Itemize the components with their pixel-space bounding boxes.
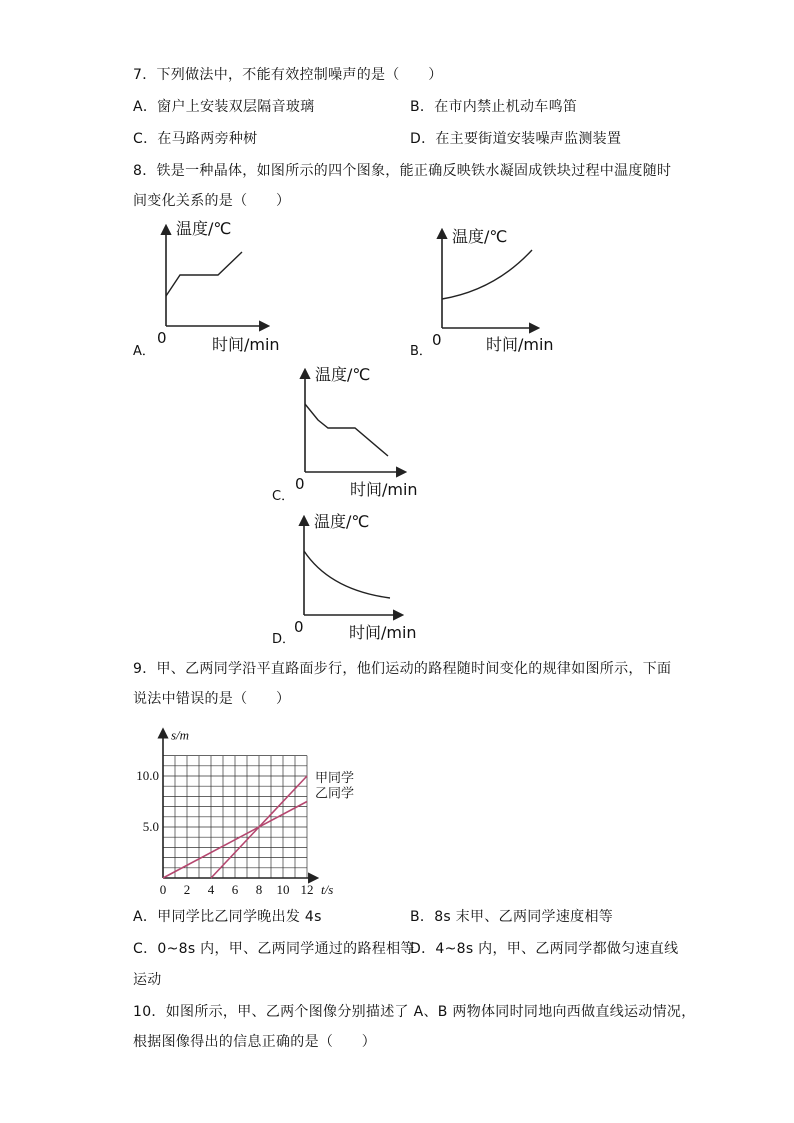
q9-x-tick-label: 6 [231, 882, 239, 897]
q9-x-tick-label: 4 [207, 882, 215, 897]
q9-x-tick-label: 12 [300, 882, 314, 897]
q9-option-d-cont: 运动 [133, 972, 162, 988]
q10-stem-line2: 根据图像得出的信息正确的是（ ） [133, 1034, 377, 1050]
q9-stem-line2: 说法中错误的是（ ） [133, 691, 291, 707]
q8-graph-c-origin: 0 [295, 475, 305, 493]
q9-option-b: B．8s 末甲、乙两同学速度相等 [410, 909, 614, 925]
q8-graph-a-ylabel: 温度/℃ [176, 219, 232, 238]
q8-graph-b-origin: 0 [432, 331, 442, 349]
q7-option-c: C．在马路两旁种树 [133, 131, 258, 147]
q9-stem-line1: 9．甲、乙两同学沿平直路面步行，他们运动的路程随时间变化的规律如图所示，下面 [133, 661, 672, 677]
q9-y-tick-label: 10.0 [136, 768, 159, 783]
q8-graph-c-ylabel: 温度/℃ [315, 365, 371, 384]
q9-x-tick-label: 0 [159, 882, 167, 897]
q9-x-tick-label: 2 [183, 882, 191, 897]
q9-axes [163, 727, 317, 878]
q9-option-a: A．甲同学比乙同学晚出发 4s [133, 909, 322, 925]
q9-option-c: C．0~8s 内，甲、乙两同学通过的路程相等 [133, 941, 415, 957]
q9-series-label-1: 甲同学 [315, 771, 355, 786]
q8-graph-b-ylabel: 温度/℃ [452, 227, 508, 246]
q9-option-d: D．4~8s 内，甲、乙两同学都做匀速直线 [410, 941, 679, 957]
q9-x-tick-label: 10 [276, 882, 290, 897]
q10-stem-line1: 10．如图所示，甲、乙两个图像分别描述了 A、B 两物体同时同地向西做直线运动情况， [133, 1004, 696, 1020]
q8-stem-line2: 间变化关系的是（ ） [133, 193, 291, 209]
q9-y-axis-label: s/m [171, 727, 190, 743]
q8-option-c-label: C． [272, 489, 295, 504]
q8-graph-a-xlabel: 时间/min [212, 335, 280, 354]
q8-graph-a-origin: 0 [157, 329, 167, 347]
q8-option-d-label: D． [272, 632, 296, 647]
q9-x-tick-label: 8 [255, 882, 263, 897]
q7-option-b: B．在市内禁止机动车鸣笛 [410, 99, 578, 115]
q9-labels [136, 728, 354, 897]
q8-graph-c-xlabel: 时间/min [350, 480, 418, 499]
q8-stem-line1: 8．铁是一种晶体，如图所示的四个图象，能正确反映铁水凝固成铁块过程中温度随时 [133, 163, 672, 179]
q8-option-b-label: B． [410, 344, 432, 359]
q8-graph-d-ylabel: 温度/℃ [314, 512, 370, 531]
q9-y-tick-label: 5.0 [142, 819, 159, 834]
q7-option-a: A．窗户上安装双层隔音玻璃 [133, 99, 315, 115]
q9-grid [163, 756, 307, 878]
q9-x-axis-label: t/s [321, 882, 334, 897]
q9-series-label-2: 乙同学 [315, 786, 355, 802]
q7-option-d: D．在主要街道安装噪声监测装置 [410, 131, 622, 147]
q8-graph-d-xlabel: 时间/min [349, 623, 417, 642]
q8-option-a-label: A． [133, 344, 155, 359]
q8-graph-d-origin: 0 [294, 618, 304, 636]
q8-graph-b-xlabel: 时间/min [486, 335, 554, 354]
q7-stem: 7．下列做法中，不能有效控制噪声的是（ ） [133, 67, 443, 83]
